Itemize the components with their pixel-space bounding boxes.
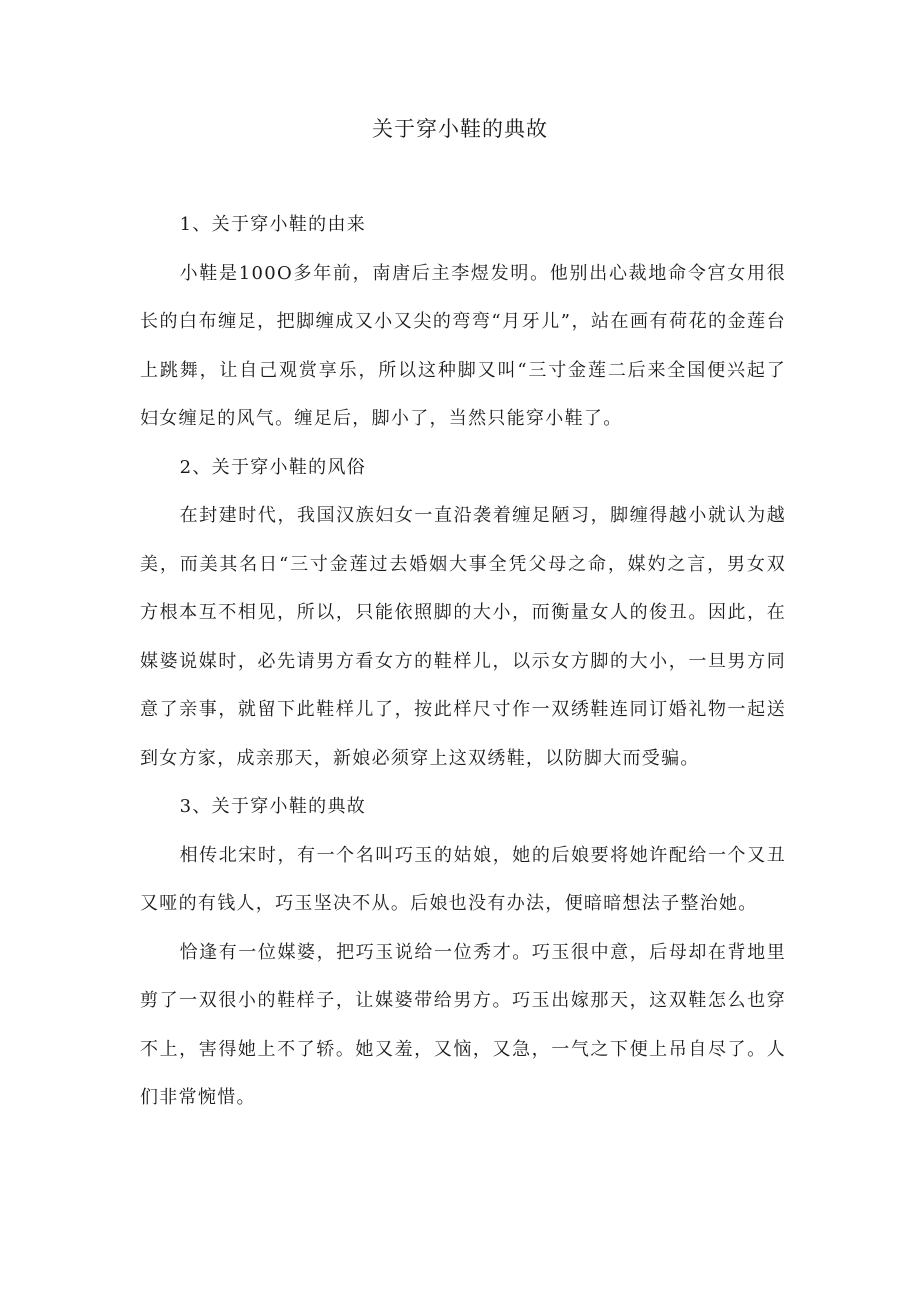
section-3-paragraph-1: 相传北宋时，有一个名叫巧玉的姑娘，她的后娘要将她许配给一个又丑又哑的有钱人，巧玉坚决不从。后娘也没有办法，便暗暗想法子整治她。 [140, 844, 786, 914]
section-heading-2: 2、关于穿小鞋的风俗 [179, 456, 367, 478]
document-title: 关于穿小鞋的典故 [372, 117, 548, 141]
section-1-paragraph-1: 小鞋是100O多年前，南唐后主李煜发明。他别出心裁地命令宫女用很长的白布缠足，把脚缠成又小又尖的弯弯“月牙儿”，站在画有荷花的金莲台上跳舞，让自己观赏享乐，所以这种脚又叫“三寸金莲二后来全国便兴起了妇女缠足的风气。缠足后，脚小了，当然只能穿小鞋了。 [140, 262, 786, 429]
section-2-paragraph-1: 在封建时代，我国汉族妇女一直沿袭着缠足陋习，脚缠得越小就认为越美，而美其名日“三寸金莲过去婚姻大事全凭父母之命，媒妁之言，男女双方根本互不相见，所以，只能依照脚的大小，而衡量女人的俊丑。因此，在媒婆说媒时，必先请男方看女方的鞋样儿，以示女方脚的大小，一旦男方同意了亲事，就留下此鞋样儿了，按此样尺寸作一双绣鞋连同订婚礼物一起送到女方家，成亲那天，新娘必须穿上这双绣鞋，以防脚大而受骗。 [140, 505, 786, 769]
document-body [140, 201, 786, 1123]
section-heading-3: 3、关于穿小鞋的典故 [179, 796, 367, 817]
section-3-paragraph-2: 恰逢有一位媒婆，把巧玉说给一位秀才。巧玉很中意，后母却在背地里剪了一双很小的鞋样子，让媒婆带给男方。巧玉出嫁那天，这双鞋怎么也穿不上，害得她上不了轿。她又羞，又恼，又急，一气之下便上吊自尽了。人们非常惋惜。 [140, 941, 786, 1108]
section-heading-1: 1、关于穿小鞋的由来 [179, 214, 367, 235]
